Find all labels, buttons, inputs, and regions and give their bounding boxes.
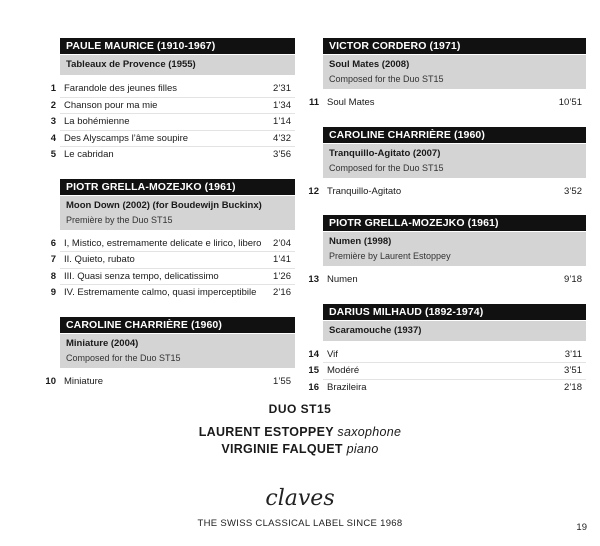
track-list: [50, 236, 295, 301]
performer-instrument: piano: [346, 442, 379, 456]
track-number: 9: [50, 287, 56, 298]
track-title: Numen: [327, 274, 358, 285]
performer-credits: [0, 400, 600, 458]
work-title: Tableaux de Provence (1955): [66, 59, 196, 70]
track-duration: 1’14: [273, 116, 291, 127]
track-title: Le cabridan: [64, 149, 114, 160]
program-section: [50, 179, 295, 301]
program-section: [45, 317, 295, 390]
track-number: 5: [50, 149, 56, 160]
track-number: 10: [45, 375, 56, 387]
work-title: Numen (1998): [329, 236, 392, 247]
track-number: 6: [50, 237, 56, 249]
track-title: Vif: [327, 348, 338, 360]
program-section: [50, 38, 295, 163]
track-title: Farandole des jeunes filles: [64, 83, 178, 94]
track-duration: 1’55: [273, 375, 291, 387]
track-row: [50, 114, 295, 131]
track-number: 11: [308, 97, 319, 108]
label-tagline: THE SWISS CLASSICAL LABEL SINCE 1968: [197, 518, 403, 529]
track-duration: 3’51: [564, 365, 582, 376]
work-note: Composed for the Duo ST15: [66, 352, 181, 363]
performer-line: [0, 424, 600, 441]
track-duration: 3’56: [273, 149, 291, 160]
track-row: [50, 285, 295, 301]
composer-heading: PAULE MAURICE (1910-1967): [60, 38, 295, 54]
work-box: [323, 232, 586, 266]
work-note: Composed for the Duo ST15: [329, 162, 444, 173]
track-row: [50, 81, 295, 98]
track-row: [45, 374, 295, 390]
track-row: [308, 363, 586, 380]
track-list: [308, 347, 586, 396]
right-column: [308, 38, 586, 411]
performer-instrument: saxophone: [337, 425, 402, 439]
track-duration: 2’31: [273, 83, 291, 94]
track-row: [308, 95, 586, 111]
track-duration: 2’04: [273, 237, 291, 249]
work-title: Scaramouche (1937): [329, 324, 422, 336]
track-number: 1: [50, 83, 56, 94]
track-number: 8: [50, 270, 56, 282]
track-row: [308, 272, 586, 288]
composer-heading: PIOTR GRELLA-MOZEJKO (1961): [323, 215, 586, 231]
track-duration: 1’26: [273, 270, 291, 282]
work-box: [60, 55, 295, 75]
track-title: Chanson pour ma mie: [64, 99, 158, 111]
track-number: 2: [50, 99, 56, 111]
track-number: 4: [50, 132, 56, 144]
track-list: [45, 374, 295, 390]
track-number: 3: [50, 116, 56, 127]
track-row: [308, 184, 586, 200]
work-box: [323, 144, 586, 178]
track-title: IV. Estremamente calmo, quasi imperceptibile: [64, 287, 257, 298]
work-note: Première by Laurent Estoppey: [329, 251, 451, 261]
work-box: [323, 55, 586, 89]
program-section: [308, 215, 586, 288]
work-title: Moon Down (2002) (for Boudewijn Buckinx): [66, 199, 262, 211]
track-title: Miniature: [64, 375, 104, 387]
track-row: [50, 131, 295, 148]
track-row: [308, 380, 586, 396]
performer-name: VIRGINIE FALQUET: [221, 442, 343, 456]
track-title: Soul Mates: [327, 97, 375, 108]
track-row: [50, 147, 295, 163]
program-section: [308, 127, 586, 200]
track-duration: 3’52: [564, 185, 582, 197]
program-section: [308, 304, 586, 396]
track-duration: 2’18: [564, 381, 582, 393]
track-number: 14: [308, 348, 319, 360]
track-number: 13: [308, 274, 319, 285]
work-title: Tranquillo-Agitato (2007): [329, 147, 441, 159]
track-number: 15: [308, 365, 319, 376]
composer-heading: PIOTR GRELLA-MOZEJKO (1961): [60, 179, 295, 195]
program-section: [308, 38, 586, 111]
track-row: [50, 98, 295, 115]
track-duration: 4’32: [273, 132, 291, 144]
track-title: La bohémienne: [64, 116, 130, 127]
track-duration: 9’18: [564, 274, 582, 285]
track-row: [308, 347, 586, 364]
work-title: Miniature (2004): [66, 337, 139, 349]
track-number: 12: [308, 185, 319, 197]
track-title: Brazileira: [327, 381, 367, 393]
track-title: Des Alyscamps l’âme soupire: [64, 132, 189, 144]
track-list: [308, 184, 586, 200]
work-title: Soul Mates (2008): [329, 59, 410, 70]
performer-line: [0, 441, 600, 458]
composer-heading: DARIUS MILHAUD (1892-1974): [323, 304, 586, 320]
work-box: [323, 321, 586, 341]
work-note: Composed for the Duo ST15: [329, 74, 444, 84]
page-number: 19: [576, 522, 587, 533]
track-title: II. Quieto, rubato: [64, 254, 135, 265]
track-title: III. Quasi senza tempo, delicatissimo: [64, 270, 219, 282]
track-row: [50, 269, 295, 286]
track-duration: 10’51: [558, 97, 582, 108]
track-row: [50, 236, 295, 253]
track-number: 16: [308, 381, 319, 393]
ensemble-name: DUO ST15: [268, 402, 332, 416]
track-list: [50, 81, 295, 163]
performer-name: LAURENT ESTOPPEY: [198, 425, 334, 439]
work-box: [60, 196, 295, 230]
left-column: [45, 38, 295, 405]
work-box: [60, 334, 295, 368]
claves-logo: claves: [265, 486, 335, 511]
track-title: Modéré: [327, 365, 360, 376]
track-number: 7: [50, 254, 56, 265]
track-title: I, Mistico, estremamente delicate e lirico, libero: [64, 237, 262, 249]
track-list: [308, 272, 586, 288]
track-list: [308, 95, 586, 111]
track-title: Tranquillo-Agitato: [327, 185, 402, 197]
composer-heading: VICTOR CORDERO (1971): [323, 38, 586, 54]
work-note: Première by the Duo ST15: [66, 214, 173, 225]
track-row: [50, 252, 295, 269]
track-duration: 3’11: [564, 348, 582, 360]
track-duration: 1’41: [273, 254, 291, 265]
track-duration: 1’34: [273, 99, 291, 111]
composer-heading: CAROLINE CHARRIÈRE (1960): [60, 317, 295, 333]
composer-heading: CAROLINE CHARRIÈRE (1960): [323, 127, 586, 143]
track-duration: 2’16: [273, 287, 291, 298]
